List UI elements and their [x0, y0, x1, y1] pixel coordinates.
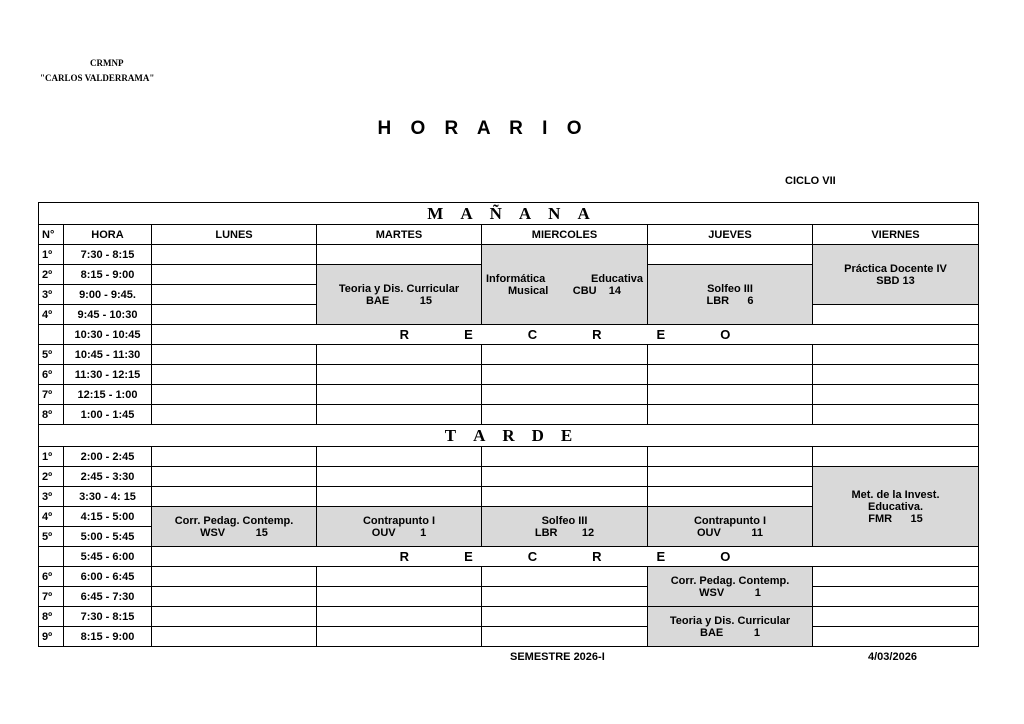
cell-empty: [813, 305, 979, 325]
class-teoria-dis-curricular: Teoria y Dis. Curricular BAE 15: [317, 265, 482, 325]
slot-number: [39, 325, 64, 345]
date-label: 4/03/2026: [868, 651, 917, 663]
page-title: H O R A R I O: [377, 118, 589, 139]
table-row: [39, 345, 979, 365]
section-morning: M A Ñ A N A: [39, 203, 979, 225]
cell-empty: [317, 245, 482, 265]
slot-time: 9:45 - 10:30: [64, 305, 152, 325]
col-header-hora: HORA: [64, 225, 152, 245]
class-met-invest-educativa: Met. de la Invest. Educativa. FMR 15: [813, 467, 979, 547]
institution-short: CRMNP: [90, 58, 124, 68]
class-corr-pedag-contemp: Corr. Pedag. Contemp. WSV 1: [648, 567, 813, 607]
slot-time: 6:45 - 7:30: [64, 587, 152, 607]
slot-time: 1:00 - 1:45: [64, 405, 152, 425]
recreo-morning: R E C R E O: [152, 325, 979, 345]
col-header-lunes: LUNES: [152, 225, 317, 245]
cell-empty: [152, 265, 317, 285]
slot-time: 10:45 - 11:30: [64, 345, 152, 365]
slot-number: 3º: [39, 285, 64, 305]
class-practica-docente-iv: Práctica Docente IV SBD 13: [813, 245, 979, 305]
slot-number: 7º: [39, 385, 64, 405]
column-headers: [39, 225, 979, 245]
slot-number: 8º: [39, 607, 64, 627]
slot-number: 1º: [39, 245, 64, 265]
class-informatica-educativa-musical: Informática Educativa Musical CBU 14: [482, 245, 648, 325]
slot-time: 9:00 - 9:45.: [64, 285, 152, 305]
slot-time: 7:30 - 8:15: [64, 607, 152, 627]
slot-time: 3:30 - 4: 15: [64, 487, 152, 507]
cell-empty: [152, 305, 317, 325]
slot-number: 3º: [39, 487, 64, 507]
table-row: [39, 447, 979, 467]
table-row: [39, 547, 979, 567]
slot-number: 4º: [39, 507, 64, 527]
slot-time: 5:00 - 5:45: [64, 527, 152, 547]
semester-label: SEMESTRE 2026-I: [510, 651, 605, 663]
col-header-viernes: VIERNES: [813, 225, 979, 245]
recreo-afternoon: R E C R E O: [152, 547, 979, 567]
col-header-miercoles: MIERCOLES: [482, 225, 648, 245]
slot-number: [39, 547, 64, 567]
slot-number: 4º: [39, 305, 64, 325]
slot-number: 2º: [39, 467, 64, 487]
slot-number: 1º: [39, 447, 64, 467]
col-header-n: N°: [39, 225, 64, 245]
class-solfeo-iii: Solfeo III LBR 12: [482, 507, 648, 547]
table-row: [39, 245, 979, 265]
slot-number: 5º: [39, 527, 64, 547]
table-row: [39, 365, 979, 385]
section-afternoon: T A R D E: [39, 425, 979, 447]
slot-time: 8:15 - 9:00: [64, 265, 152, 285]
col-header-jueves: JUEVES: [648, 225, 813, 245]
class-contrapunto-i: Contrapunto I OUV 11: [648, 507, 813, 547]
slot-number: 5º: [39, 345, 64, 365]
table-row: [39, 587, 979, 607]
slot-time: 8:15 - 9:00: [64, 627, 152, 647]
cell-empty: [152, 245, 317, 265]
table-row: [39, 467, 979, 487]
slot-time: 5:45 - 6:00: [64, 547, 152, 567]
slot-time: 6:00 - 6:45: [64, 567, 152, 587]
slot-number: 9º: [39, 627, 64, 647]
slot-number: 2º: [39, 265, 64, 285]
slot-time: 10:30 - 10:45: [64, 325, 152, 345]
cell-empty: [152, 285, 317, 305]
slot-number: 7º: [39, 587, 64, 607]
table-row: [39, 607, 979, 627]
table-row: [39, 627, 979, 647]
table-row: [39, 325, 979, 345]
slot-time: 2:00 - 2:45: [64, 447, 152, 467]
class-corr-pedag-contemp: Corr. Pedag. Contemp. WSV 15: [152, 507, 317, 547]
table-row: [39, 385, 979, 405]
institution-name: "CARLOS VALDERRAMA": [40, 73, 155, 83]
slot-time: 4:15 - 5:00: [64, 507, 152, 527]
slot-time: 12:15 - 1:00: [64, 385, 152, 405]
table-row: [39, 567, 979, 587]
slot-number: 8º: [39, 405, 64, 425]
schedule-table: [38, 202, 979, 647]
slot-time: 11:30 - 12:15: [64, 365, 152, 385]
col-header-martes: MARTES: [317, 225, 482, 245]
slot-time: 7:30 - 8:15: [64, 245, 152, 265]
class-solfeo-iii: Solfeo III LBR 6: [648, 265, 813, 325]
slot-number: 6º: [39, 567, 64, 587]
cell-empty: [648, 245, 813, 265]
table-row: [39, 405, 979, 425]
class-teoria-dis-curricular: Teoria y Dis. Curricular BAE 1: [648, 607, 813, 647]
slot-number: 6º: [39, 365, 64, 385]
class-contrapunto-i: Contrapunto I OUV 1: [317, 507, 482, 547]
cycle-label: CICLO VII: [785, 175, 836, 187]
slot-time: 2:45 - 3:30: [64, 467, 152, 487]
